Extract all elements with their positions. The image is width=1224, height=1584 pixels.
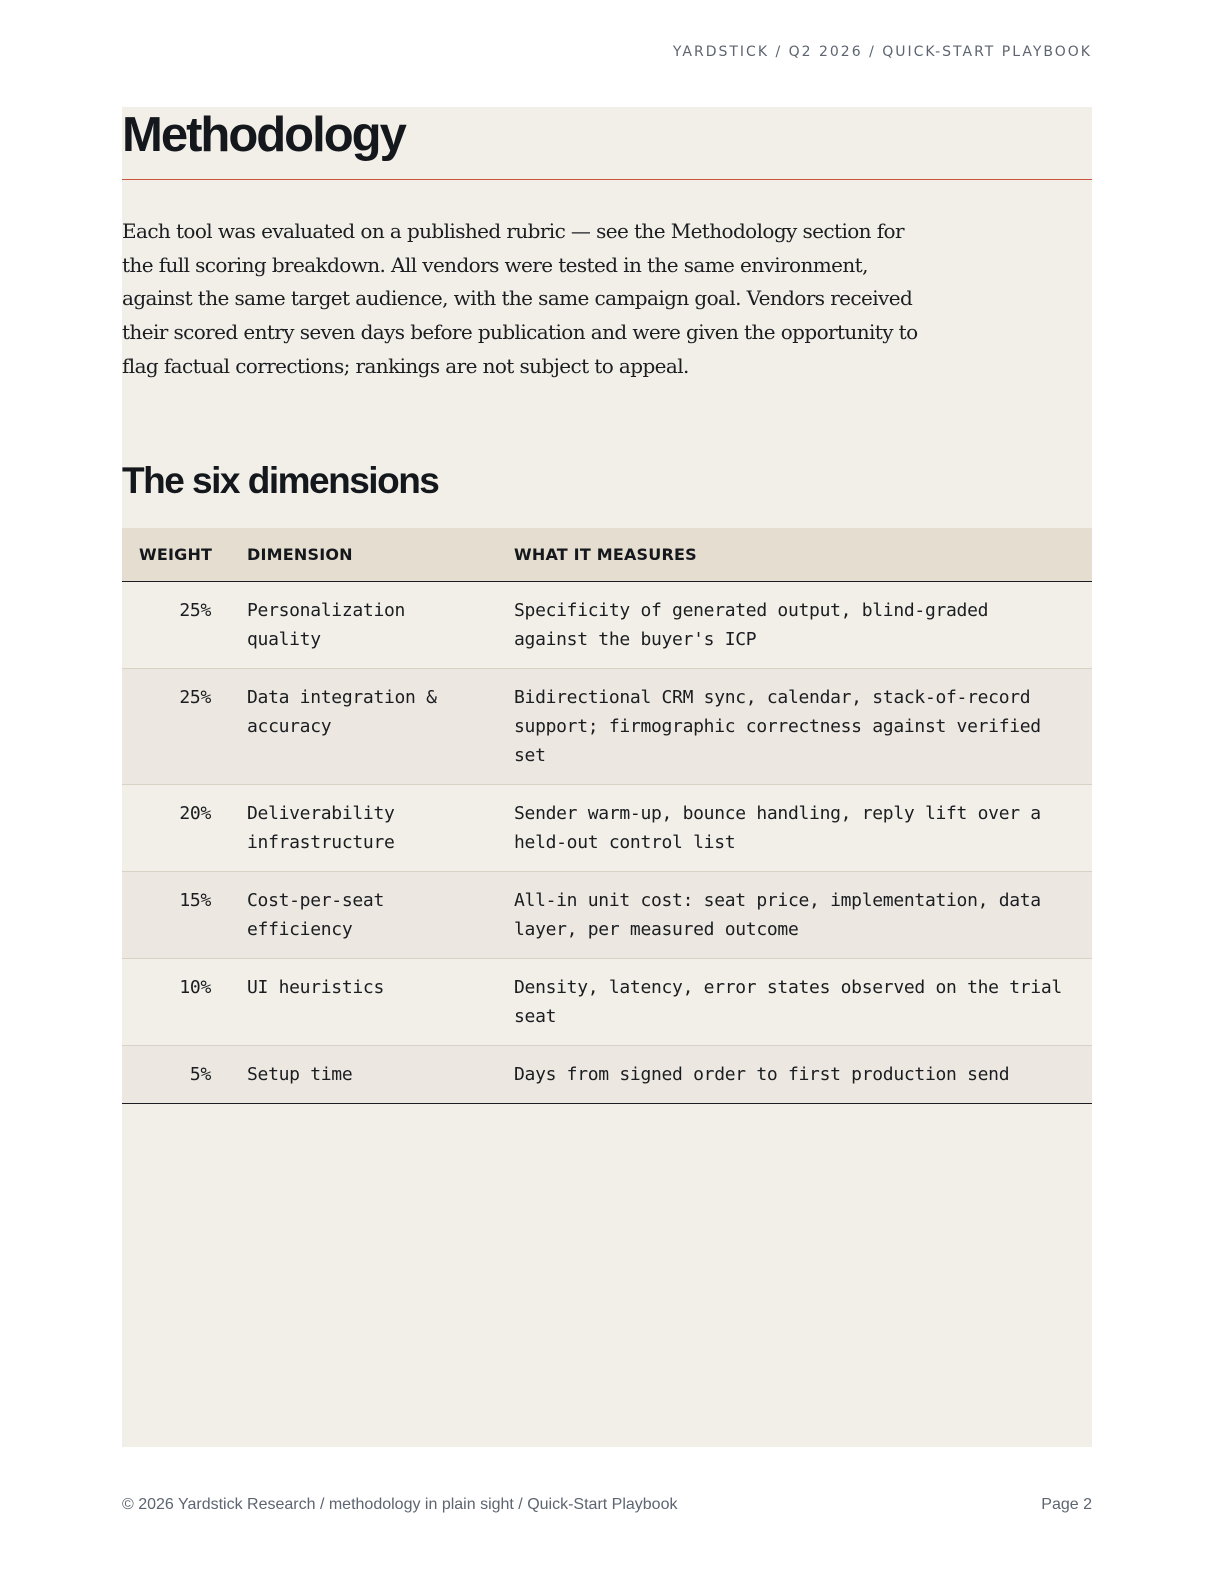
weight-cell: 5% xyxy=(122,1046,247,1104)
dimension-cell: Cost-per-seat efficiency xyxy=(247,872,514,959)
dimension-cell: Personalization quality xyxy=(247,582,514,669)
dimension-cell: UI heuristics xyxy=(247,959,514,1046)
table-row xyxy=(122,582,1092,669)
section-heading: The six dimensions xyxy=(122,460,439,501)
column-header-dimension: DIMENSION xyxy=(247,528,514,582)
footer-copyright: © 2026 Yardstick Research / methodology in plain sight / Quick-Start Playbook xyxy=(122,1496,678,1513)
intro-paragraph: Each tool was evaluated on a published rubric — see the Methodology section for the full scoring breakdown. All vendors were tested in the same environment, against the same target audience, with the same campaign goal. Vendors received their scored entry seven days before publication and were given the opportunity to flag factual corrections; rankings are not subject to appeal. xyxy=(122,219,918,378)
dimension-cell: Data integration & accuracy xyxy=(247,669,514,785)
measures-cell: Sender warm-up, bounce handling, reply lift over a held-out control list xyxy=(514,785,1092,872)
table-row xyxy=(122,785,1092,872)
dimension-cell: Deliverability infrastructure xyxy=(247,785,514,872)
weight-cell: 10% xyxy=(122,959,247,1046)
measures-cell: Bidirectional CRM sync, calendar, stack-of-record support; firmographic correctness against verified set xyxy=(514,669,1092,785)
weight-cell: 25% xyxy=(122,582,247,669)
page-title: Methodology xyxy=(122,108,405,162)
title-divider xyxy=(122,179,1092,180)
table-row xyxy=(122,872,1092,959)
weight-cell: 25% xyxy=(122,669,247,785)
page-number: Page 2 xyxy=(1041,1496,1092,1513)
measures-cell: Density, latency, error states observed on the trial seat xyxy=(514,959,1092,1046)
content-panel xyxy=(122,107,1092,1447)
dimension-cell: Setup time xyxy=(247,1046,514,1104)
column-header-weight: WEIGHT xyxy=(122,528,247,582)
table-row xyxy=(122,959,1092,1046)
weight-cell: 15% xyxy=(122,872,247,959)
table-header-row xyxy=(122,528,1092,582)
column-header-measures: WHAT IT MEASURES xyxy=(514,528,1092,582)
table-row xyxy=(122,1046,1092,1104)
measures-cell: Specificity of generated output, blind-graded against the buyer's ICP xyxy=(514,582,1092,669)
table-row xyxy=(122,669,1092,785)
running-header: YARDSTICK / Q2 2026 / QUICK-START PLAYBOOK xyxy=(672,44,1092,60)
measures-cell: All-in unit cost: seat price, implementation, data layer, per measured outcome xyxy=(514,872,1092,959)
weight-cell: 20% xyxy=(122,785,247,872)
measures-cell: Days from signed order to first production send xyxy=(514,1046,1092,1104)
dimensions-table xyxy=(122,528,1092,1104)
